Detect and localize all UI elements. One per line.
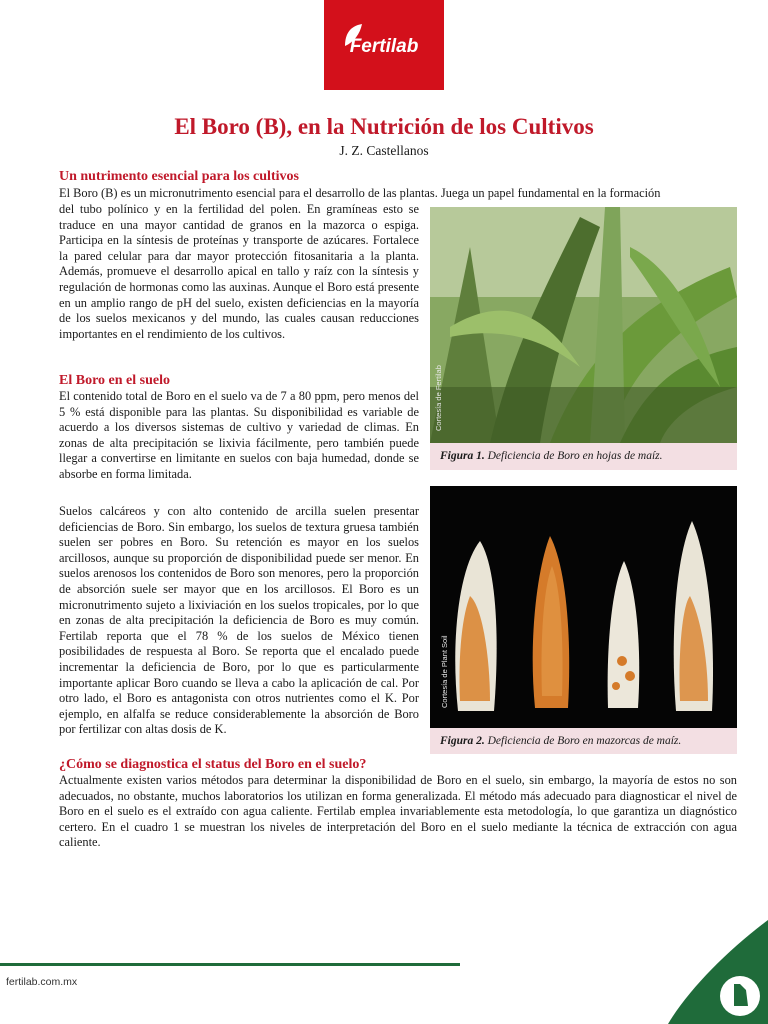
figure-1-label: Figura 1. [440, 450, 485, 462]
author: J. Z. Castellanos [339, 143, 429, 158]
footer-url[interactable]: fertilab.com.mx [6, 976, 78, 988]
footer-divider [0, 963, 460, 966]
logo-text: Fertilab [349, 36, 419, 57]
figure-1-credit: Cortesía de Fertilab [434, 365, 443, 431]
figure-2-caption-text: Deficiencia de Boro en mazorcas de maíz. [484, 735, 682, 747]
corn-cobs-image [430, 486, 737, 728]
corn-leaves-image [430, 207, 737, 443]
section-text-nutrimento: del tubo polínico y en la fertilidad del polen. En gramíneas esto se traduce en una mayor cantidad de granos en la mazorca o espiga. Participa en la síntesis de proteínas y transporte de azúcares. Fortalece la pared celular para dar mayor protección fitosanitaria a la planta. Además, promueve el desarrollo apical en tallo y raíz con la síntesis y regulación de hormonas como las auxinas. Aunque el Boro está presente en un amplio rango de pH del suelo, existen deficiencias en la mayoría de los suelos mexicanos y del mundo, las cuales causan reducciones importantes en el rendimiento de los cultivos. [59, 202, 419, 341]
section-text-suelo-2: Suelos calcáreos y con alto contenido de arcilla suelen presentar deficiencias de Boro. Sin embargo, los suelos de textura gruesa también suelen ser pobres en Boro. Su retención es mayor en los suelos arcillosos, aunque su proporción de disponibilidad puede ser menor. En suelos arenosos los contenidos de Boro son menores, pero la proporción de absorción suele ser mayor que en los arcillosos. El Boro es un micronutrimento sujeto a lixiviación en los suelos tropicales, por lo que en zonas de alta precipitación la deficiencia de Boro es muy común. Fertilab reporta que el 78 % de los suelos de México tienen posibilidades de respuesta al Boro. Se reporta que el encalado puede incrementar la deficiencia de Boro, por lo que es particularmente importante aplicar Boro cuando se lleva a cabo la aplicación de cal. Por otro lado, el Boro es antagonista con otros nutrientes como el K. Por ejemplo, en alfalfa se reduce considerablemente la absorción de Boro por fertilizar con altas dosis de K. [59, 504, 419, 737]
section-heading-diagnostico: ¿Cómo se diagnostica el status del Boro en el suelo? [59, 757, 367, 772]
figure-1-caption [430, 443, 737, 470]
section-heading-suelo: El Boro en el suelo [59, 373, 170, 388]
section-heading-nutrimento: Un nutrimento esencial para los cultivos [59, 169, 299, 184]
page-title: El Boro (B), en la Nutrición de los Cultivos [174, 114, 594, 139]
figure-2-label: Figura 2. [440, 735, 485, 747]
figure-2-image [430, 486, 737, 728]
figure-1-caption-text: Deficiencia de Boro en hojas de maíz. [484, 450, 663, 462]
figure-1-image [430, 207, 737, 443]
section-text-diagnostico: Actualmente existen varios métodos para determinar la disponibilidad de Boro en el suelo, sin embargo, la mayoría de estos no son adecuados, no obstante, muchos laboratorios los utilizan en forma generalizada. El método más adecuado para diagnosticar el nivel de Boro en el suelo es el extraído con agua caliente. Fertilab emplea invariablemente esta metodología, lo que garantiza un diagnóstico certero. En el cuadro 1 se muestran los niveles de interpretación del Boro en el suelo mediante la técnica de extracción con agua caliente. [59, 773, 737, 850]
fertilab-logo [324, 0, 444, 90]
figure-2-caption [430, 728, 737, 754]
corner-seal-icon [668, 920, 768, 1024]
figure-2-credit: Cortesía de Plant Soil [440, 635, 449, 708]
section-text-intro-line: El Boro (B) es un micronutrimento esencial para el desarrollo de las plantas. Juega un papel fundamental en la formación [59, 186, 661, 200]
section-text-suelo: El contenido total de Boro en el suelo va de 7 a 80 ppm, pero menos del 5 % está disponible para las plantas. Su disponibilidad es variable de acuerdo a los diversos sistemas de cultivo y variedad de climas. En zonas de alta precipitación se lixivia fácilmente, pero también puede llegar a convertirse en limitante en suelos con baja humedad, donde se absorbe en forma limitada. [59, 389, 419, 481]
